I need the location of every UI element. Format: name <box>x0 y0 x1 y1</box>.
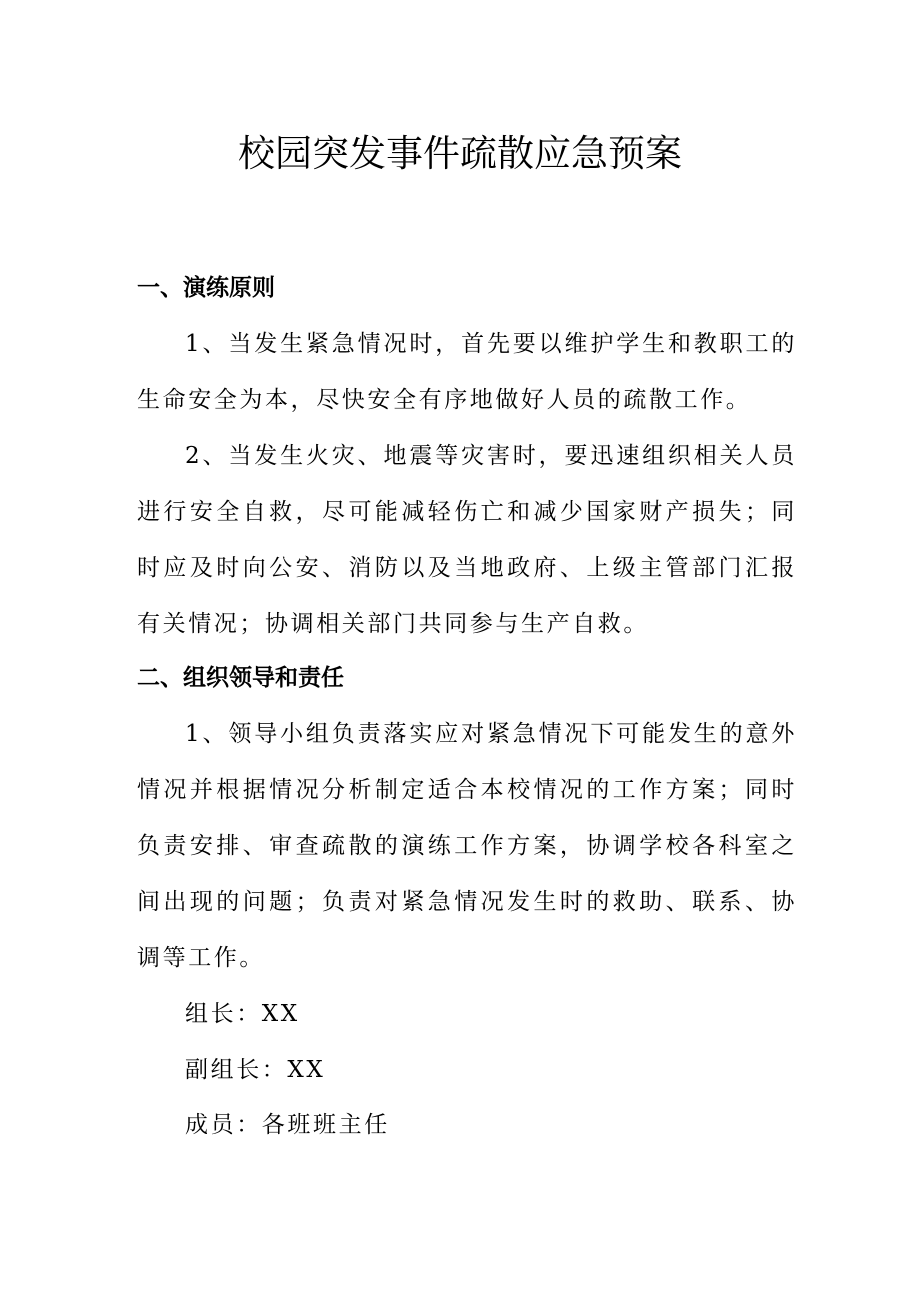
section-heading-organization: 二、组织领导和责任 <box>137 665 344 691</box>
paragraph-principle-1: 1、当发生紧急情况时，首先要以维护学生和教职工的生命安全为本，尽快安全有序地做好人员的疏散工作。 <box>137 331 797 413</box>
document-title: 校园突发事件疏散应急预案 <box>238 132 682 175</box>
section-heading-principles: 一、演练原则 <box>137 275 275 301</box>
member-leader: 组长：XX <box>185 1001 300 1027</box>
paragraph-principle-2: 2、当发生火灾、地震等灾害时，要迅速组织相关人员进行安全自救，尽可能减轻伤亡和减少国家财产损失；同时应及时向公安、消防以及当地政府、上级主管部门汇报有关情况；协调相关部门共同参与生产自救。 <box>137 443 797 637</box>
member-members: 成员：各班班主任 <box>185 1112 390 1138</box>
paragraph-organization-1: 1、领导小组负责落实应对紧急情况下可能发生的意外情况并根据情况分析制定适合本校情况的工作方案；同时负责安排、审查疏散的演练工作方案，协调学校各科室之间出现的问题；负责对紧急情况发生时的救助、联系、协调等工作。 <box>137 721 797 971</box>
member-deputy-leader: 副组长：XX <box>185 1057 326 1083</box>
